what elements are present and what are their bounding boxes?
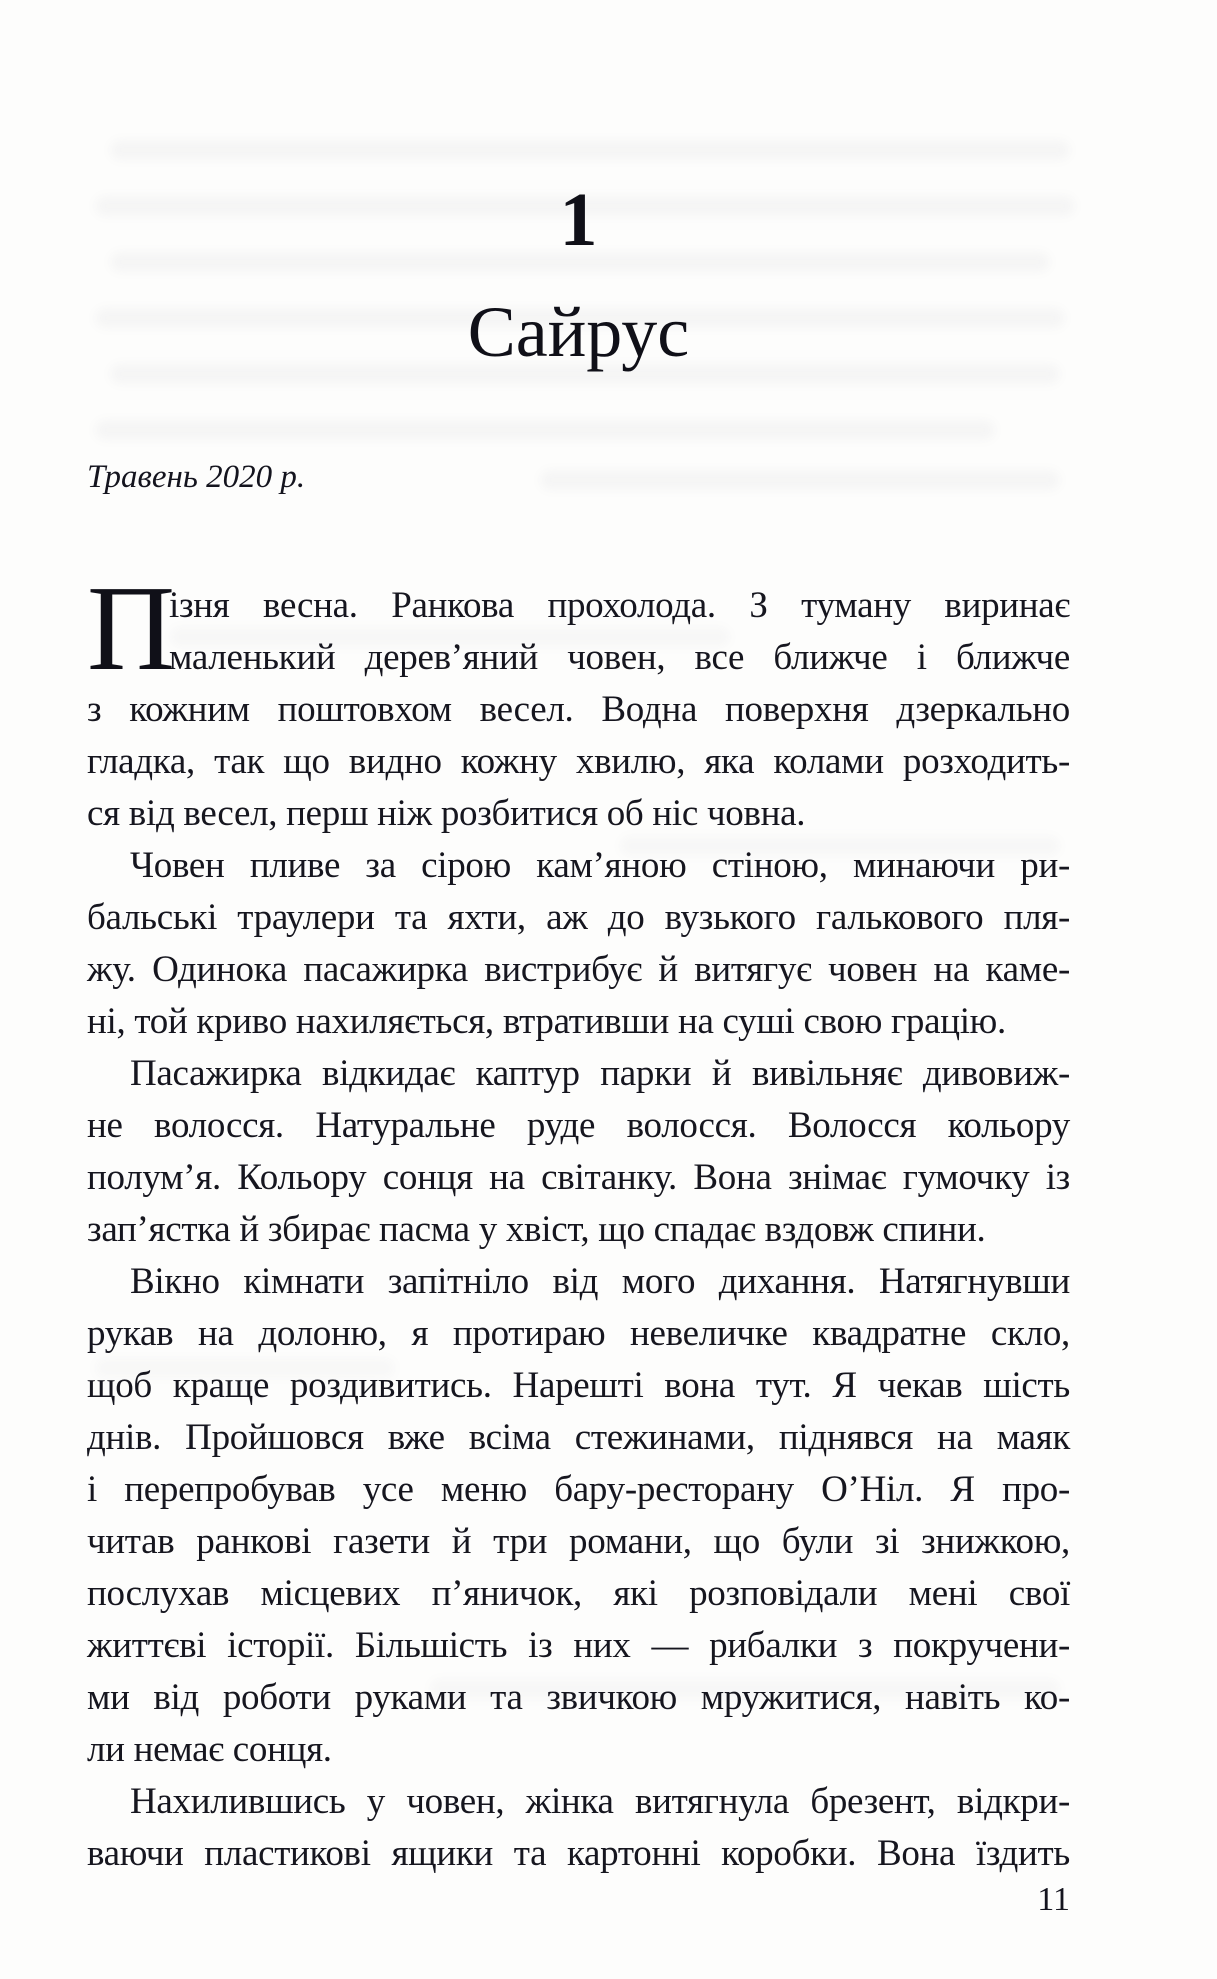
body-text-line: бальські траулери та яхти, аж до вузького галькового пля- bbox=[87, 897, 1070, 938]
body-text-line: не волосся. Натуральне руде волосся. Волосся кольору bbox=[87, 1105, 1070, 1146]
body-text-line: ми від роботи руками та звичкою мружитися, навіть ко- bbox=[87, 1677, 1070, 1718]
body-text-line: полум’я. Кольору сонця на світанку. Вона знімає гумочку із bbox=[87, 1157, 1070, 1198]
body-text-line: гладка, так що видно кожну хвилю, яка колами розходить- bbox=[87, 741, 1070, 782]
body-text-line: Вікно кімнати запітніло від мого дихання. Натягнувши bbox=[130, 1261, 1070, 1302]
body-text-line: читав ранкові газети й три романи, що були зі знижкою, bbox=[87, 1521, 1070, 1562]
body-text-line: Човен пливе за сірою кам’яною стіною, минаючи ри- bbox=[130, 845, 1070, 886]
body-text-line: Пасажирка відкидає каптур парки й вивільняє дивовиж- bbox=[130, 1053, 1070, 1094]
chapter-title: Сайрус bbox=[467, 292, 690, 372]
body-text-line: рукав на долоню, я протираю невеличке квадратне скло, bbox=[87, 1313, 1070, 1354]
scan-artifact bbox=[95, 420, 995, 440]
body-text-line: днів. Пройшовся вже всіма стежинами, піднявся на маяк bbox=[87, 1417, 1070, 1458]
body-text-line: ваючи пластикові ящики та картонні коробки. Вона їздить bbox=[87, 1833, 1070, 1874]
body-text-line: життєві історії. Більшість із них — рибалки з покручени- bbox=[87, 1625, 1070, 1666]
body-text-line: ізня весна. Ранкова прохолода. З туману виринає bbox=[169, 585, 1070, 626]
body-text-line: Нахилившись у човен, жінка витягнула брезент, відкри- bbox=[130, 1781, 1070, 1822]
body-text-line: зап’ястка й збирає пасма у хвіст, що спадає вздовж спини. bbox=[87, 1209, 986, 1250]
body-text-line: ся від весел, перш ніж розбитися об ніс човна. bbox=[87, 793, 806, 834]
body-text-line: ли немає сонця. bbox=[87, 1729, 332, 1770]
body-text-line: з кожним поштовхом весел. Водна поверхня дзеркально bbox=[87, 689, 1070, 730]
body-text-line: ні, той криво нахиляється, втративши на суші свою грацію. bbox=[87, 1001, 1006, 1042]
body-text bbox=[87, 561, 1070, 1880]
scan-artifact bbox=[110, 140, 1070, 160]
body-text-line: послухав місцевих п’яничок, які розповідали мені свої bbox=[87, 1573, 1070, 1614]
body-text-line: щоб краще роздивитись. Нарешті вона тут. Я чекав шість bbox=[87, 1365, 1070, 1406]
body-text-line: жу. Одинока пасажирка вистрибує й витягує човен на каме- bbox=[87, 949, 1070, 990]
drop-cap: П bbox=[87, 561, 176, 696]
body-text-line: маленький дерев’яний човен, все ближче і ближче bbox=[169, 637, 1070, 678]
page-number: 11 bbox=[1037, 1881, 1070, 1918]
body-text-line: і перепробував усе меню бару-ресторану О’Ніл. Я про- bbox=[87, 1469, 1070, 1510]
chapter-number: 1 bbox=[559, 178, 598, 262]
date-line: Травень 2020 р. bbox=[87, 459, 306, 495]
